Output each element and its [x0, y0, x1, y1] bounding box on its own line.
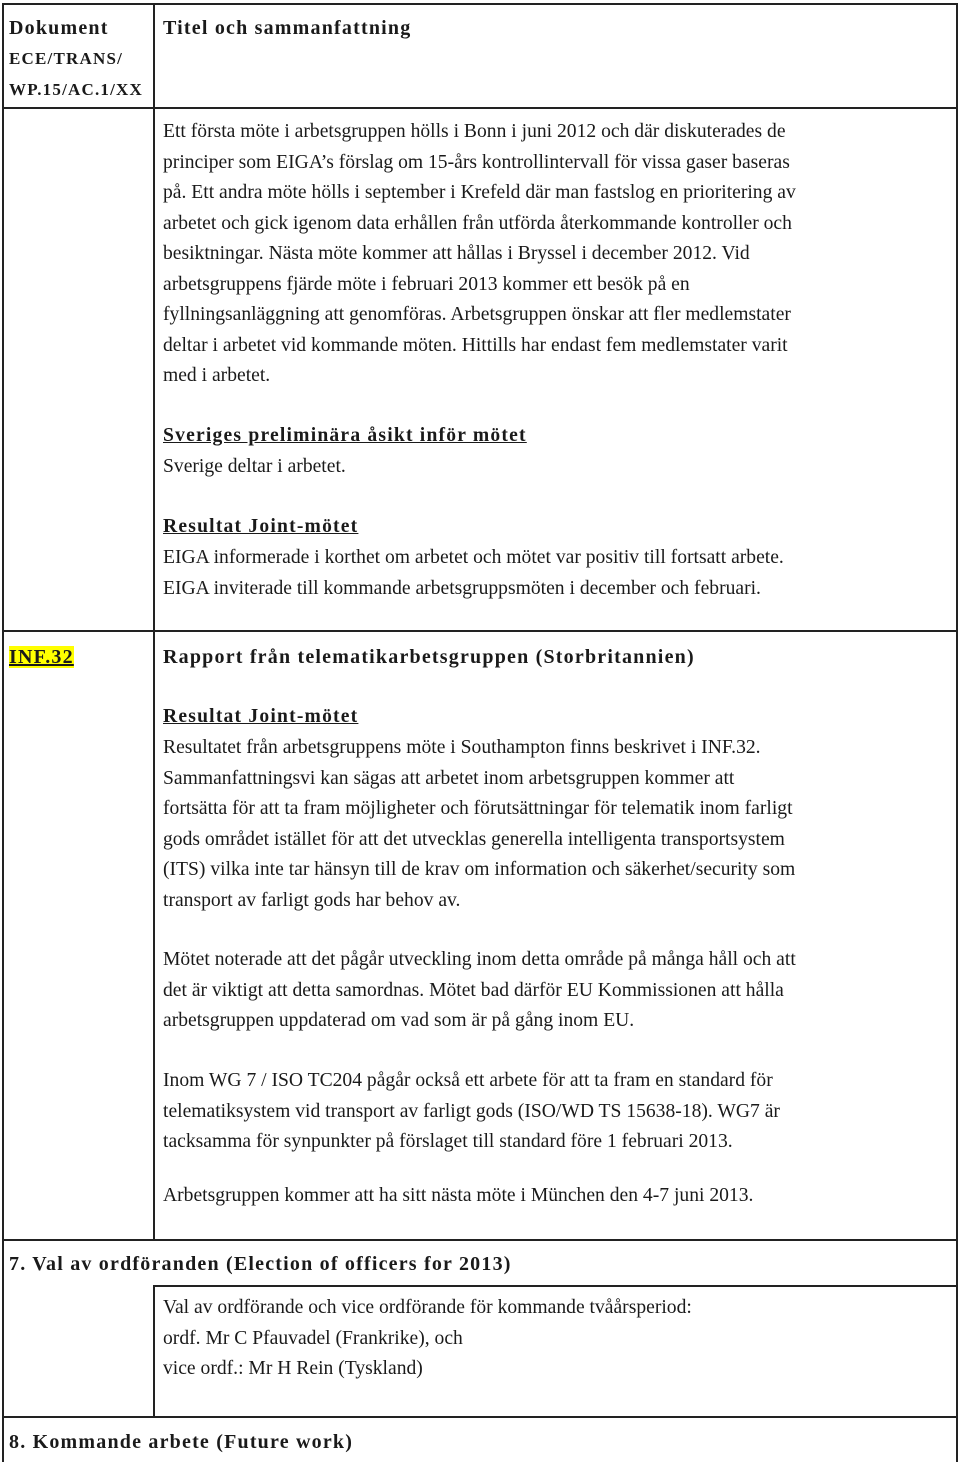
- table-left-border: [2, 3, 4, 1462]
- column-divider: [153, 3, 155, 1240]
- text-line: telematiksystem vid transport av farligt gods (ISO/WD TS 15638-18). WG7 är: [163, 1100, 780, 1122]
- table-top-border: [2, 3, 958, 5]
- highlighted-reference: INF.32: [9, 646, 74, 668]
- section2-title: Rapport från telematikarbetsgruppen (Storbritannien): [163, 646, 695, 668]
- row-divider-header: [2, 107, 958, 109]
- text-line: Val av ordförande och vice ordförande för kommande tvåårsperiod:: [163, 1297, 692, 1318]
- row-divider-inf32: [2, 630, 958, 632]
- text-line: gods området istället för att det utvecklas generella intelligenta transportsystem: [163, 828, 785, 850]
- text-line: arbetet och gick igenom data erhållen från utförda återkommande kontroller och: [163, 212, 792, 234]
- section7-heading: 7. Val av ordföranden (Election of officers for 2013): [9, 1253, 512, 1275]
- section2-paragraph-3: [163, 1066, 780, 1158]
- swedish-view-text: Sverige deltar i arbetet.: [163, 456, 346, 477]
- text-line: det är viktigt att detta samordnas. Mötet bad därför EU Kommissionen att hålla: [163, 979, 784, 1001]
- text-line: Mötet noterade att det pågår utveckling inom detta område på många håll och att: [163, 949, 796, 970]
- text-line: arbetsgruppens fjärde möte i februari 2013 kommer ett besök på en: [163, 273, 690, 295]
- section1-intro-paragraph: [163, 117, 796, 392]
- table-right-border: [956, 3, 958, 1462]
- text-line: fortsätta för att ta fram möjligheter och förutsättningar för telematik inom farligt: [163, 798, 793, 819]
- doc-label: Dokument: [9, 17, 109, 39]
- text-line: arbetsgruppen uppdaterad om vad som är på gång inom EU.: [163, 1010, 635, 1031]
- text-line: vice ordf.: Mr H Rein (Tyskland): [163, 1358, 423, 1379]
- text-line: EIGA informerade i korthet om arbetet och mötet var positiv till fortsatt arbete.: [163, 547, 784, 568]
- text-line: Arbetsgruppen kommer att ha sitt nästa möte i München den 4-7 juni 2013.: [163, 1185, 754, 1206]
- swedish-view-heading: Sveriges preliminära åsikt inför mötet: [163, 425, 527, 446]
- text-line: på. Ett andra möte hölls i september i Krefeld där man fastslog en prioritering av: [163, 182, 796, 203]
- text-line: ordf. Mr C Pfauvadel (Frankrike), och: [163, 1327, 463, 1349]
- joint-result-paragraph-1: [163, 543, 784, 604]
- section7-paragraph: [163, 1293, 692, 1385]
- text-line: EIGA inviterade till kommande arbetsgruppsmöten i december och februari.: [163, 577, 761, 599]
- section2-paragraph-1: [163, 733, 795, 916]
- section2-paragraph-4: [163, 1181, 753, 1212]
- column-title: Titel och sammanfattning: [163, 17, 412, 39]
- text-line: besiktningar. Nästa möte kommer att hållas i Bryssel i december 2012. Vid: [163, 243, 750, 264]
- text-line: Ett första möte i arbetsgruppen hölls i Bonn i juni 2012 och där diskuterades de: [163, 121, 786, 142]
- doc-code-line2: WP.15/AC.1/XX: [9, 80, 143, 99]
- section7-body-left-border: [153, 1285, 155, 1417]
- text-line: deltar i arbetet vid kommande möten. Hittills har endast fem medlemstater varit: [163, 334, 788, 356]
- text-line: Resultatet från arbetsgruppens möte i Southampton finns beskrivet i INF.32.: [163, 737, 761, 758]
- joint-result-heading-1: Resultat Joint-mötet: [163, 516, 359, 537]
- joint-result-heading-2: Resultat Joint-mötet: [163, 706, 359, 727]
- text-line: med i arbetet.: [163, 365, 271, 386]
- row-divider-section7: [2, 1239, 958, 1241]
- doc-reference-link[interactable]: [9, 642, 74, 672]
- row-divider-section7-body: [153, 1285, 958, 1287]
- text-line: transport av farligt gods har behov av.: [163, 889, 461, 911]
- text-line: tacksamma för synpunkter på förslaget till standard före 1 februari 2013.: [163, 1131, 733, 1152]
- text-line: (ITS) vilka inte tar hänsyn till de krav om information och säkerhet/security som: [163, 859, 796, 880]
- text-line: Sammanfattningsvi kan sägas att arbetet inom arbetsgruppen kommer att: [163, 767, 735, 789]
- row-divider-section8: [2, 1416, 958, 1418]
- doc-code-line1: ECE/TRANS/: [9, 49, 124, 68]
- text-line: fyllningsanläggning att genomföras. Arbetsgruppen önskar att fler medlemstater: [163, 304, 791, 325]
- section8-heading: 8. Kommande arbete (Future work): [9, 1431, 354, 1453]
- text-line: principer som EIGA’s förslag om 15-års kontrollintervall för vissa gaser baseras: [163, 151, 790, 173]
- text-line: Inom WG 7 / ISO TC204 pågår också ett arbete för att ta fram en standard för: [163, 1070, 773, 1091]
- section2-paragraph-2: [163, 945, 796, 1037]
